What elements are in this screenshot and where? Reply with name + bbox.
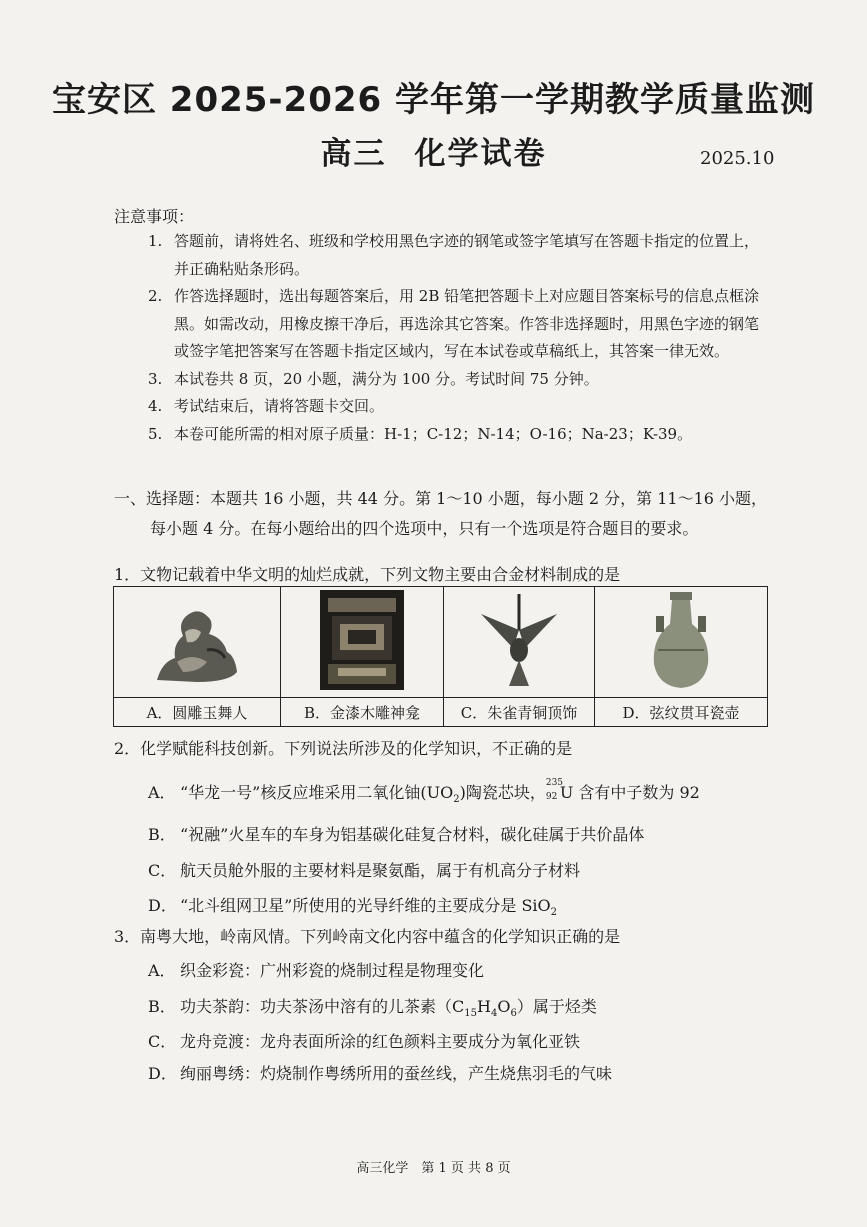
- notice-list: [148, 228, 770, 448]
- notice-item: 5. 本卷可能所需的相对原子质量：H-1；C-12；N-14；O-16；Na-23；K-39。: [148, 424, 693, 443]
- notice-item: 4. 考试结束后，请将答题卡交回。: [148, 397, 385, 415]
- subject-label: 化学试卷: [414, 136, 547, 172]
- notice-heading: 注意事项：: [114, 207, 195, 226]
- exam-date: 2025.10: [700, 148, 775, 169]
- bronze-bird-image: [444, 587, 595, 698]
- exam-title: 宝安区 2025-2026 学年第一学期教学质量监测: [51, 80, 816, 120]
- question-1-stem: 1．文物记载着中华文明的灿烂成就，下列文物主要由合金材料制成的是: [114, 565, 621, 584]
- uranium-isotope-notation: 235 92: [545, 778, 564, 802]
- option-a-caption: A．圆雕玉舞人: [114, 698, 281, 727]
- question-3-stem: 3．南粤大地，岭南风情。下列岭南文化内容中蕴含的化学知识正确的是: [114, 927, 621, 946]
- option-d-caption: D．弦纹贯耳瓷壶: [595, 698, 768, 727]
- option-b-caption: B．金漆木雕神龛: [281, 698, 444, 727]
- question-3-option-a: A． 织金彩瓷：广州彩瓷的烧制过程是物理变化: [148, 961, 485, 980]
- question-3-option-c: C． 龙舟竞渡：龙舟表面所涂的红色颜料主要成分为氧化亚铁: [148, 1032, 581, 1051]
- question-2-option-a: A． “华龙一号”核反应堆采用二氧化铀$(UO_2)$陶瓷芯块， 235 92 U 含有中子数为 92: [148, 778, 700, 806]
- notice-item: 2. 作答选择题时，选出每题答案后，用 2B 铅笔把答题卡上对应题目答案标号的信息点框涂黑。如需改动，用橡皮擦干净后，再选涂其它答案。作答非选择题时，用黑色字迹的钢笔或签字笔把答案写在答题卡指定区域内，写在本试卷或草稿纸上，其答案一律无效。: [148, 287, 760, 360]
- option-c-caption: C．朱雀青铜顶饰: [444, 698, 595, 727]
- notice-item: 1. 答题前，请将姓名、班级和学校用黑色字迹的钢笔或签字笔填写在答题卡指定的位置上，并正确粘贴条形码。: [148, 232, 760, 278]
- question-3-option-d: D． 绚丽粤绣：灼烧制作粤绣所用的蚕丝线，产生烧焦羽毛的气味: [148, 1064, 613, 1083]
- porcelain-vase-image: [595, 587, 768, 698]
- question-3-option-b: B． 功夫茶韵：功夫茶汤中溶有的儿茶素$(C_{15}H_4O_6)$属于烃类: [148, 997, 597, 1020]
- question-2-stem: 2．化学赋能科技创新。下列说法所涉及的化学知识，不正确的是: [114, 739, 573, 758]
- question-2-option-d: D． “北斗组网卫星”所使用的光导纤维的主要成分是 SiO$_2$: [148, 896, 558, 919]
- gilded-shrine-image: [281, 587, 444, 698]
- grade-label: 高三: [320, 136, 387, 172]
- jade-dancer-image: [114, 587, 281, 698]
- artifact-table: [113, 586, 768, 727]
- page-footer: 高三化学 第 1 页 共 8 页: [356, 1161, 511, 1176]
- section-instructions: 一、选择题：本题共 16 小题，共 44 分。第 1～10 小题，每小题 2 分，第 11～16 小题， 每小题 4 分。在每小题给出的四个选项中，只有一个选项是符合题目的要求。: [114, 489, 768, 538]
- notice-item: 3. 本试卷共 8 页，20 小题，满分为 100 分。考试时间 75 分钟。: [148, 369, 599, 388]
- question-2-option-c: C． 航天员舱外服的主要材料是聚氨酯，属于有机高分子材料: [148, 861, 581, 880]
- question-2-option-b: B． “祝融”火星车的车身为铝基碳化硅复合材料，碳化硅属于共价晶体: [148, 825, 645, 844]
